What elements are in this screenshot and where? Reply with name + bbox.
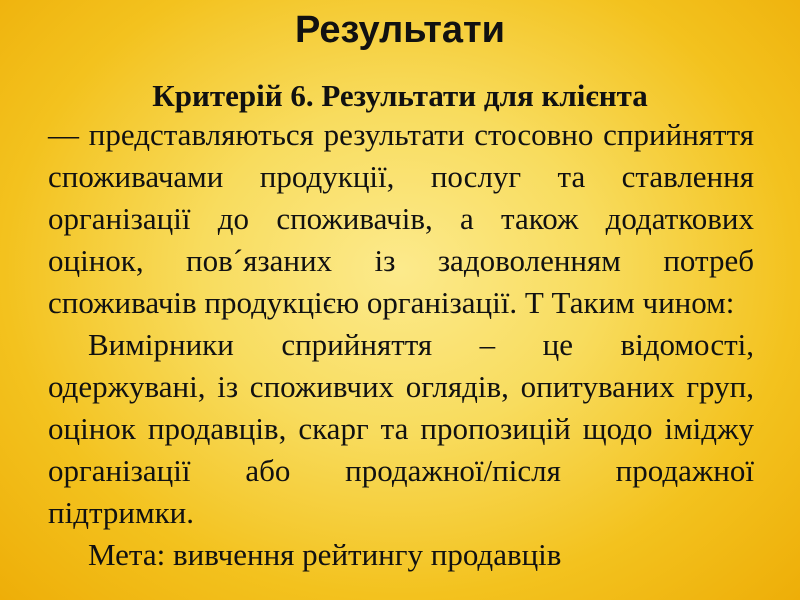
body-text (48, 114, 754, 576)
slide-title: Результати (295, 9, 505, 51)
perception-measures-paragraph: Вимірники сприйняття – це відомості, одержувані, із споживчих оглядів, опитуваних груп, оцінок продавців, скарг та пропозицій щодо іміджу організації або продажної/після продажної підтримки. (48, 327, 754, 530)
goal-paragraph: Мета: вивчення рейтингу продавців (88, 537, 562, 572)
criterion-heading: Критерій 6. Результати для клієнта (152, 78, 648, 113)
definition-paragraph: — представляються результати стосовно сприйняття споживачами продукції, послуг та ставлення організації до споживачів, а також додаткових оцінок, пов´язаних із задоволенням потреб споживачів продукцією організації. Т Таким чином: (48, 117, 754, 320)
